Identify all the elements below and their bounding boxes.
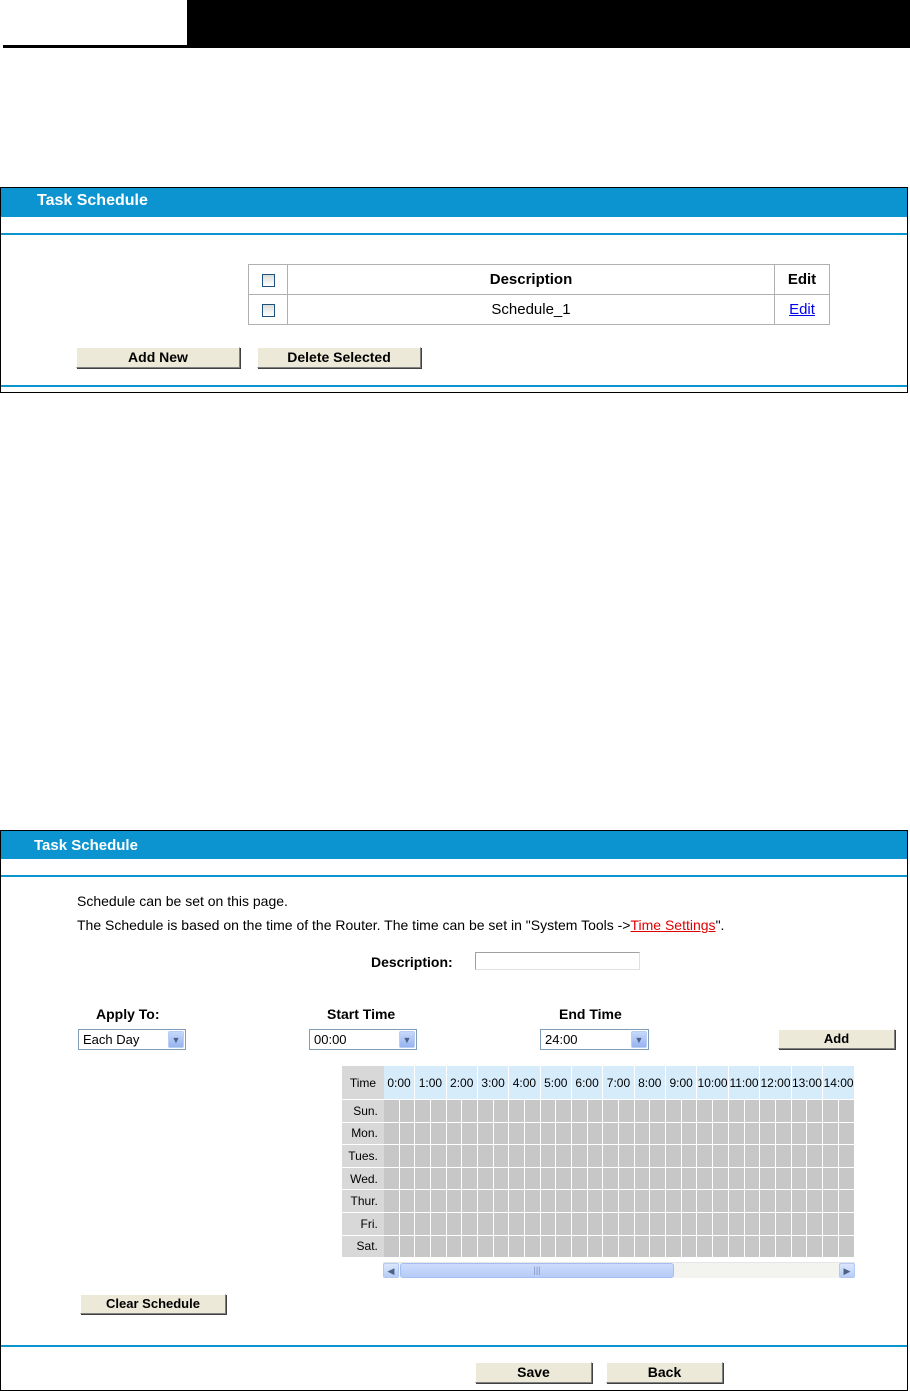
table-header-row <box>249 265 830 295</box>
time-slot-cell[interactable] <box>839 1123 855 1146</box>
time-slot-cell[interactable] <box>823 1213 839 1236</box>
panel-header <box>1 188 907 217</box>
time-slot-cell[interactable] <box>760 1236 776 1259</box>
time-slot-cell[interactable] <box>666 1168 682 1191</box>
panel-header <box>1 831 907 859</box>
time-slot-cell[interactable] <box>697 1213 713 1236</box>
time-slot-cell[interactable] <box>760 1168 776 1191</box>
intro-text: Schedule can be set on this page. <box>77 893 288 909</box>
header-black-block <box>187 0 910 48</box>
time-slot-cell[interactable] <box>635 1213 651 1236</box>
time-slot-cell[interactable] <box>603 1213 619 1236</box>
time-slot-cell[interactable] <box>478 1190 494 1213</box>
day-label: Sat. <box>342 1236 384 1259</box>
time-slot-cell[interactable] <box>525 1100 541 1123</box>
start-time-label: Start Time <box>327 1006 396 1022</box>
row-edit-cell <box>775 295 830 325</box>
time-slot-cell[interactable] <box>431 1168 447 1191</box>
time-slot-cell[interactable] <box>415 1236 431 1259</box>
time-slot-cell[interactable] <box>462 1236 478 1259</box>
time-slot-cell[interactable] <box>682 1168 698 1191</box>
clear-schedule-button[interactable]: Clear Schedule <box>80 1294 226 1314</box>
day-row <box>342 1100 855 1123</box>
time-slot-cell[interactable] <box>572 1190 588 1213</box>
time-slot-cell[interactable] <box>494 1123 510 1146</box>
hour-header: 9:00 <box>666 1066 697 1100</box>
time-slot-cell[interactable] <box>792 1168 808 1191</box>
document-header-bar <box>0 0 910 48</box>
time-slot-cell[interactable] <box>400 1145 416 1168</box>
time-slot-cell[interactable] <box>603 1100 619 1123</box>
time-slot-cell[interactable] <box>509 1123 525 1146</box>
time-slot-cell[interactable] <box>431 1123 447 1146</box>
time-slot-cell[interactable] <box>666 1100 682 1123</box>
apply-to-value: Each Day <box>83 1032 140 1047</box>
time-slot-cell[interactable] <box>713 1213 729 1236</box>
time-slot-cell[interactable] <box>400 1236 416 1259</box>
task-schedule-list-panel <box>0 187 908 393</box>
time-slot-cell[interactable] <box>745 1100 761 1123</box>
time-slot-cell[interactable] <box>839 1100 855 1123</box>
time-slot-cell[interactable] <box>792 1123 808 1146</box>
footer-divider <box>1 1345 907 1347</box>
apply-to-select[interactable] <box>78 1029 186 1050</box>
time-slot-cell[interactable] <box>650 1190 666 1213</box>
time-slot-cell[interactable] <box>462 1145 478 1168</box>
time-slot-cell[interactable] <box>823 1168 839 1191</box>
time-slot-cell[interactable] <box>807 1213 823 1236</box>
time-slot-cell[interactable] <box>823 1100 839 1123</box>
time-slot-cell[interactable] <box>572 1236 588 1259</box>
day-label: Fri. <box>342 1213 384 1236</box>
time-slot-cell[interactable] <box>447 1168 463 1191</box>
time-slot-cell[interactable] <box>556 1145 572 1168</box>
time-slot-cell[interactable] <box>713 1145 729 1168</box>
time-slot-cell[interactable] <box>807 1100 823 1123</box>
time-slot-cell[interactable] <box>415 1145 431 1168</box>
row-checkbox[interactable] <box>262 304 275 317</box>
day-row <box>342 1168 855 1191</box>
time-slot-cell[interactable] <box>541 1100 557 1123</box>
time-slot-cell[interactable] <box>603 1145 619 1168</box>
time-slot-cell[interactable] <box>494 1190 510 1213</box>
time-slot-cell[interactable] <box>760 1123 776 1146</box>
time-slot-cell[interactable] <box>603 1168 619 1191</box>
time-slot-cell[interactable] <box>556 1190 572 1213</box>
time-slot-cell[interactable] <box>729 1236 745 1259</box>
time-slot-cell[interactable] <box>760 1213 776 1236</box>
time-slot-cell[interactable] <box>619 1168 635 1191</box>
time-slot-cell[interactable] <box>400 1213 416 1236</box>
time-slot-cell[interactable] <box>541 1168 557 1191</box>
hour-header: 6:00 <box>572 1066 603 1100</box>
time-slot-cell[interactable] <box>415 1123 431 1146</box>
time-slot-cell[interactable] <box>745 1145 761 1168</box>
time-slot-cell[interactable] <box>588 1123 604 1146</box>
time-slot-cell[interactable] <box>431 1190 447 1213</box>
time-slot-cell[interactable] <box>713 1168 729 1191</box>
time-slot-cell[interactable] <box>666 1190 682 1213</box>
hour-header: 14:00 <box>823 1066 855 1100</box>
time-slot-cell[interactable] <box>494 1236 510 1259</box>
time-slot-cell[interactable] <box>713 1100 729 1123</box>
time-slot-cell[interactable] <box>682 1123 698 1146</box>
time-slot-cell[interactable] <box>776 1190 792 1213</box>
time-slot-cell[interactable] <box>792 1236 808 1259</box>
scrollbar-thumb[interactable]: ||| <box>400 1263 674 1278</box>
time-slot-cell[interactable] <box>556 1100 572 1123</box>
time-slot-cell[interactable] <box>807 1168 823 1191</box>
intro-suffix: ". <box>715 917 725 933</box>
time-slot-cell[interactable] <box>745 1236 761 1259</box>
time-slot-cell[interactable] <box>478 1213 494 1236</box>
time-slot-cell[interactable] <box>415 1100 431 1123</box>
day-label: Thur. <box>342 1190 384 1213</box>
time-slot-cell[interactable] <box>682 1213 698 1236</box>
time-slot-cell[interactable] <box>713 1236 729 1259</box>
time-slot-cell[interactable] <box>541 1213 557 1236</box>
time-slot-cell[interactable] <box>572 1168 588 1191</box>
time-slot-cell[interactable] <box>729 1213 745 1236</box>
time-slot-cell[interactable] <box>384 1145 400 1168</box>
time-slot-cell[interactable] <box>509 1100 525 1123</box>
time-corner-label: Time <box>342 1066 384 1100</box>
time-slot-cell[interactable] <box>823 1145 839 1168</box>
header-underline <box>1 875 907 877</box>
time-slot-cell[interactable] <box>525 1145 541 1168</box>
hour-header: 2:00 <box>447 1066 478 1100</box>
hour-header: 0:00 <box>384 1066 415 1100</box>
hour-header: 11:00 <box>729 1066 760 1100</box>
time-slot-cell[interactable] <box>776 1236 792 1259</box>
delete-selected-button[interactable]: Delete Selected <box>257 347 421 368</box>
add-new-button[interactable]: Add New <box>76 347 240 368</box>
time-slot-cell[interactable] <box>525 1236 541 1259</box>
time-slot-cell[interactable] <box>729 1100 745 1123</box>
panel-title: Task Schedule <box>37 192 148 209</box>
time-slot-cell[interactable] <box>619 1145 635 1168</box>
time-slot-cell[interactable] <box>541 1190 557 1213</box>
time-slot-cell[interactable] <box>650 1213 666 1236</box>
day-label: Mon. <box>342 1123 384 1146</box>
header-underline <box>1 233 907 235</box>
time-slot-cell[interactable] <box>494 1168 510 1191</box>
time-slot-cell[interactable] <box>792 1100 808 1123</box>
day-row <box>342 1236 855 1259</box>
time-slot-cell[interactable] <box>447 1213 463 1236</box>
end-time-value: 24:00 <box>545 1032 578 1047</box>
intro-prefix: The Schedule is based on the time of the Router. The time can be set in "System Tools -> <box>77 917 631 933</box>
day-row <box>342 1190 855 1213</box>
apply-to-label: Apply To: <box>96 1006 160 1022</box>
time-slot-cell[interactable] <box>400 1100 416 1123</box>
time-slot-cell[interactable] <box>400 1123 416 1146</box>
time-slot-cell[interactable] <box>494 1145 510 1168</box>
time-slot-cell[interactable] <box>478 1236 494 1259</box>
time-slot-cell[interactable] <box>431 1145 447 1168</box>
header-rule <box>3 45 187 48</box>
time-slot-cell[interactable] <box>729 1190 745 1213</box>
time-slot-cell[interactable] <box>494 1213 510 1236</box>
time-slot-cell[interactable] <box>635 1145 651 1168</box>
time-slot-cell[interactable] <box>478 1168 494 1191</box>
start-time-select[interactable] <box>309 1029 417 1050</box>
time-slot-cell[interactable] <box>745 1213 761 1236</box>
arrow-right-icon[interactable]: ▶ <box>839 1263 855 1278</box>
chevron-down-icon[interactable]: ▼ <box>168 1031 184 1048</box>
time-slot-cell[interactable] <box>509 1236 525 1259</box>
time-slot-cell[interactable] <box>588 1145 604 1168</box>
time-slot-cell[interactable] <box>823 1123 839 1146</box>
time-slot-cell[interactable] <box>635 1123 651 1146</box>
time-slot-cell[interactable] <box>588 1100 604 1123</box>
time-slot-cell[interactable] <box>619 1236 635 1259</box>
time-slot-cell[interactable] <box>745 1123 761 1146</box>
time-slot-cell[interactable] <box>556 1213 572 1236</box>
time-slot-cell[interactable] <box>823 1236 839 1259</box>
time-slot-cell[interactable] <box>619 1190 635 1213</box>
row-description: Schedule_1 <box>288 295 775 325</box>
schedule-grid-table <box>342 1066 855 1258</box>
time-slot-cell[interactable] <box>384 1236 400 1259</box>
time-slot-cell[interactable] <box>447 1145 463 1168</box>
time-settings-link[interactable]: Time Settings <box>630 917 716 933</box>
hour-header: 8:00 <box>635 1066 666 1100</box>
time-slot-cell[interactable] <box>839 1213 855 1236</box>
hour-header: 1:00 <box>415 1066 446 1100</box>
time-slot-cell[interactable] <box>415 1213 431 1236</box>
time-slot-cell[interactable] <box>525 1213 541 1236</box>
time-slot-cell[interactable] <box>713 1123 729 1146</box>
time-slot-cell[interactable] <box>697 1123 713 1146</box>
time-slot-cell[interactable] <box>635 1236 651 1259</box>
time-slot-cell[interactable] <box>745 1190 761 1213</box>
time-slot-cell[interactable] <box>447 1100 463 1123</box>
time-slot-cell[interactable] <box>572 1213 588 1236</box>
select-all-cell[interactable] <box>249 265 288 295</box>
time-slot-cell[interactable] <box>650 1236 666 1259</box>
time-slot-cell[interactable] <box>697 1100 713 1123</box>
time-slot-cell[interactable] <box>588 1213 604 1236</box>
day-label: Tues. <box>342 1145 384 1168</box>
time-slot-cell[interactable] <box>556 1236 572 1259</box>
time-slot-cell[interactable] <box>525 1168 541 1191</box>
time-slot-cell[interactable] <box>760 1100 776 1123</box>
time-slot-cell[interactable] <box>776 1213 792 1236</box>
time-slot-cell[interactable] <box>541 1236 557 1259</box>
chevron-down-icon[interactable]: ▼ <box>399 1031 415 1048</box>
time-slot-cell[interactable] <box>792 1190 808 1213</box>
time-slot-cell[interactable] <box>682 1145 698 1168</box>
day-row <box>342 1145 855 1168</box>
time-slot-cell[interactable] <box>776 1123 792 1146</box>
time-slot-cell[interactable] <box>807 1145 823 1168</box>
time-slot-cell[interactable] <box>635 1190 651 1213</box>
hour-header: 7:00 <box>603 1066 634 1100</box>
time-slot-cell[interactable] <box>572 1123 588 1146</box>
select-all-checkbox[interactable] <box>262 274 275 287</box>
time-slot-cell[interactable] <box>541 1123 557 1146</box>
time-slot-cell[interactable] <box>792 1145 808 1168</box>
time-slot-cell[interactable] <box>729 1145 745 1168</box>
schedule-table <box>248 264 830 325</box>
time-slot-cell[interactable] <box>384 1168 400 1191</box>
time-slot-cell[interactable] <box>431 1236 447 1259</box>
time-slot-cell[interactable] <box>462 1190 478 1213</box>
hour-header: 5:00 <box>541 1066 572 1100</box>
time-slot-cell[interactable] <box>729 1123 745 1146</box>
chevron-down-icon[interactable]: ▼ <box>631 1031 647 1048</box>
time-slot-cell[interactable] <box>760 1190 776 1213</box>
time-slot-cell[interactable] <box>431 1213 447 1236</box>
time-slot-cell[interactable] <box>823 1190 839 1213</box>
time-slot-cell[interactable] <box>509 1168 525 1191</box>
time-slot-cell[interactable] <box>525 1190 541 1213</box>
hour-header: 13:00 <box>792 1066 823 1100</box>
time-slot-cell[interactable] <box>603 1236 619 1259</box>
time-slot-cell[interactable] <box>400 1168 416 1191</box>
hour-header: 3:00 <box>478 1066 509 1100</box>
time-slot-cell[interactable] <box>807 1236 823 1259</box>
time-slot-cell[interactable] <box>776 1100 792 1123</box>
time-slot-cell[interactable] <box>776 1145 792 1168</box>
time-slot-cell[interactable] <box>509 1213 525 1236</box>
time-slot-cell[interactable] <box>431 1100 447 1123</box>
time-slot-cell[interactable] <box>619 1213 635 1236</box>
time-slot-cell[interactable] <box>384 1123 400 1146</box>
time-slot-cell[interactable] <box>572 1100 588 1123</box>
end-time-label: End Time <box>559 1006 622 1022</box>
edit-header: Edit <box>775 265 830 295</box>
time-slot-cell[interactable] <box>462 1213 478 1236</box>
schedule-grid <box>342 1066 855 1262</box>
time-slot-cell[interactable] <box>462 1100 478 1123</box>
time-slot-cell[interactable] <box>478 1100 494 1123</box>
row-select-cell[interactable] <box>249 295 288 325</box>
hour-header: 12:00 <box>760 1066 791 1100</box>
time-slot-cell[interactable] <box>494 1100 510 1123</box>
time-slot-cell[interactable] <box>839 1236 855 1259</box>
time-slot-cell[interactable] <box>478 1123 494 1146</box>
time-slot-cell[interactable] <box>792 1213 808 1236</box>
time-slot-cell[interactable] <box>666 1213 682 1236</box>
start-time-value: 00:00 <box>314 1032 347 1047</box>
grid-header-row <box>342 1066 855 1100</box>
time-slot-cell[interactable] <box>666 1123 682 1146</box>
grid-horizontal-scrollbar[interactable] <box>383 1262 855 1278</box>
time-slot-cell[interactable] <box>650 1123 666 1146</box>
time-slot-cell[interactable] <box>635 1168 651 1191</box>
time-slot-cell[interactable] <box>384 1213 400 1236</box>
time-slot-cell[interactable] <box>745 1168 761 1191</box>
time-slot-cell[interactable] <box>509 1145 525 1168</box>
time-slot-cell[interactable] <box>603 1190 619 1213</box>
day-row <box>342 1213 855 1236</box>
time-slot-cell[interactable] <box>619 1123 635 1146</box>
time-slot-cell[interactable] <box>462 1123 478 1146</box>
time-slot-cell[interactable] <box>415 1190 431 1213</box>
time-slot-cell[interactable] <box>839 1168 855 1191</box>
time-slot-cell[interactable] <box>447 1123 463 1146</box>
description-input[interactable] <box>475 952 640 970</box>
description-header: Description <box>288 265 775 295</box>
day-label: Wed. <box>342 1168 384 1191</box>
table-row <box>249 295 830 325</box>
hour-header: 10:00 <box>697 1066 728 1100</box>
time-slot-cell[interactable] <box>400 1190 416 1213</box>
time-slot-cell[interactable] <box>729 1168 745 1191</box>
time-slot-cell[interactable] <box>525 1123 541 1146</box>
time-slot-cell[interactable] <box>807 1123 823 1146</box>
time-slot-cell[interactable] <box>697 1145 713 1168</box>
end-time-select[interactable] <box>540 1029 649 1050</box>
time-slot-cell[interactable] <box>509 1190 525 1213</box>
time-slot-cell[interactable] <box>384 1100 400 1123</box>
time-slot-cell[interactable] <box>682 1100 698 1123</box>
add-button[interactable]: Add <box>778 1029 895 1049</box>
description-label: Description: <box>371 954 453 970</box>
panel-title: Task Schedule <box>34 837 138 854</box>
time-slot-cell[interactable] <box>697 1236 713 1259</box>
hour-header: 4:00 <box>509 1066 540 1100</box>
time-slot-cell[interactable] <box>556 1123 572 1146</box>
time-slot-cell[interactable] <box>682 1236 698 1259</box>
time-slot-cell[interactable] <box>807 1190 823 1213</box>
time-slot-cell[interactable] <box>588 1168 604 1191</box>
footer-line <box>1 385 907 387</box>
day-row <box>342 1123 855 1146</box>
arrow-left-icon[interactable]: ◀ <box>383 1263 399 1278</box>
time-slot-cell[interactable] <box>697 1190 713 1213</box>
time-slot-cell[interactable] <box>572 1145 588 1168</box>
time-slot-cell[interactable] <box>713 1190 729 1213</box>
time-slot-cell[interactable] <box>666 1236 682 1259</box>
time-slot-cell[interactable] <box>556 1168 572 1191</box>
time-slot-cell[interactable] <box>776 1168 792 1191</box>
time-slot-cell[interactable] <box>666 1145 682 1168</box>
intro-text-time <box>77 917 724 933</box>
time-slot-cell[interactable] <box>462 1168 478 1191</box>
time-slot-cell[interactable] <box>588 1190 604 1213</box>
time-slot-cell[interactable] <box>603 1123 619 1146</box>
time-slot-cell[interactable] <box>650 1145 666 1168</box>
day-label: Sun. <box>342 1100 384 1123</box>
time-slot-cell[interactable] <box>697 1168 713 1191</box>
time-slot-cell[interactable] <box>650 1100 666 1123</box>
time-slot-cell[interactable] <box>588 1236 604 1259</box>
time-slot-cell[interactable] <box>478 1145 494 1168</box>
time-slot-cell[interactable] <box>415 1168 431 1191</box>
back-button[interactable]: Back <box>606 1362 723 1383</box>
save-button[interactable]: Save <box>475 1362 592 1383</box>
time-slot-cell[interactable] <box>447 1236 463 1259</box>
time-slot-cell[interactable] <box>839 1190 855 1213</box>
edit-link[interactable]: Edit <box>789 301 815 318</box>
time-slot-cell[interactable] <box>839 1145 855 1168</box>
time-slot-cell[interactable] <box>635 1100 651 1123</box>
time-slot-cell[interactable] <box>447 1190 463 1213</box>
time-slot-cell[interactable] <box>619 1100 635 1123</box>
time-slot-cell[interactable] <box>760 1145 776 1168</box>
time-slot-cell[interactable] <box>384 1190 400 1213</box>
time-slot-cell[interactable] <box>682 1190 698 1213</box>
time-slot-cell[interactable] <box>541 1145 557 1168</box>
time-slot-cell[interactable] <box>650 1168 666 1191</box>
